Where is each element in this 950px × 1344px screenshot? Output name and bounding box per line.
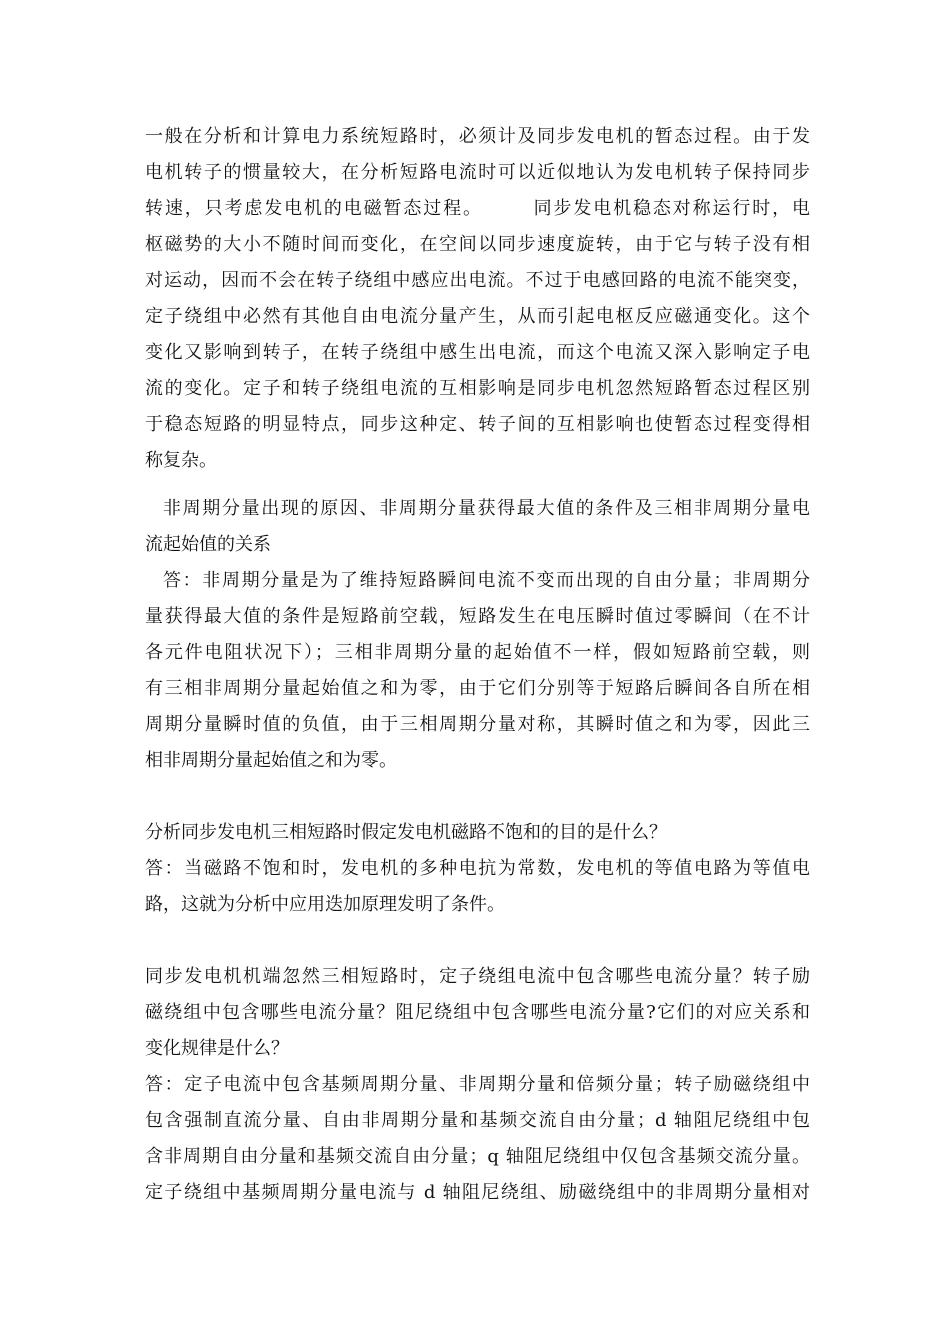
text-line: 枢磁势的大小不随时间而变化，在空间以同步速度旋转，由于它与转子没有相 <box>145 234 810 255</box>
answer-line: 答：非周期分量是为了维持短路瞬间电流不变而出现的自由分量；非周期分 <box>163 570 810 591</box>
question-heading: 分析同步发电机三相短路时假定发电机磁路不饱和的目的是什么？ <box>145 822 667 843</box>
answer-line: 有三相非周期分量起始值之和为零，由于它们分别等于短路后瞬间各自所在相 <box>145 678 810 699</box>
question-heading: 流起始值的关系 <box>145 534 271 555</box>
text-line: 称复杂。 <box>145 450 217 471</box>
question-heading: 同步发电机机端忽然三相短路时，定子绕组电流中包含哪些电流分量？转子励 <box>145 966 810 987</box>
text-line: 一般在分析和计算电力系统短路时，必须计及同步发电机的暂态过程。由于发 <box>145 126 810 147</box>
question-heading: 变化规律是什么？ <box>145 1038 289 1059</box>
text-line: 转速，只考虑发电机的电磁暂态过程。 同步发电机稳态对称运行时，电 <box>145 198 810 219</box>
answer-line: 路，这就为分析中应用迭加原理发明了条件。 <box>145 894 505 915</box>
answer-line: 包含强制直流分量、自由非周期分量和基频交流自由分量；d 轴阻尼绕组中包 <box>145 1110 810 1131</box>
answer-line: 周期分量瞬时值的负值，由于三相周期分量对称，其瞬时值之和为零，因此三 <box>145 714 810 735</box>
text-line: 于稳态短路的明显特点，同步这种定、转子间的互相影响也使暂态过程变得相 <box>145 414 810 435</box>
answer-line: 答：当磁路不饱和时，发电机的多种电抗为常数，发电机的等值电路为等值电 <box>145 858 810 879</box>
text-line: 对运动，因而不会在转子绕组中感应出电流。不过于电感回路的电流不能突变， <box>145 270 810 291</box>
answer-line: 各元件电阻状况下）；三相非周期分量的起始值不一样，假如短路前空载，则 <box>145 642 810 663</box>
text-line: 定子绕组中必然有其他自由电流分量产生，从而引起电枢反应磁通变化。这个 <box>145 306 810 327</box>
answer-line: 含非周期自由分量和基频交流自由分量；q 轴阻尼绕组中仅包含基频交流分量。 <box>145 1146 810 1167</box>
answer-line: 量获得最大值的条件是短路前空载，短路发生在电压瞬时值过零瞬间（在不计 <box>145 606 810 627</box>
question-heading: 磁绕组中包含哪些电流分量？阻尼绕组中包含哪些电流分量?它们的对应关系和 <box>145 1002 810 1023</box>
text-line: 变化又影响到转子，在转子绕组中感生出电流，而这个电流又深入影响定子电 <box>145 342 810 363</box>
text-line: 电机转子的惯量较大，在分析短路电流时可以近似地认为发电机转子保持同步 <box>145 162 810 183</box>
answer-line: 相非周期分量起始值之和为零。 <box>145 750 397 771</box>
answer-line: 定子绕组中基频周期分量电流与 d 轴阻尼绕组、励磁绕组中的非周期分量相对 <box>145 1182 810 1203</box>
question-heading: 非周期分量出现的原因、非周期分量获得最大值的条件及三相非周期分量电 <box>163 498 810 519</box>
answer-line: 答：定子电流中包含基频周期分量、非周期分量和倍频分量；转子励磁绕组中 <box>145 1074 810 1095</box>
text-line: 流的变化。定子和转子绕组电流的互相影响是同步电机忽然短路暂态过程区别 <box>145 378 810 399</box>
